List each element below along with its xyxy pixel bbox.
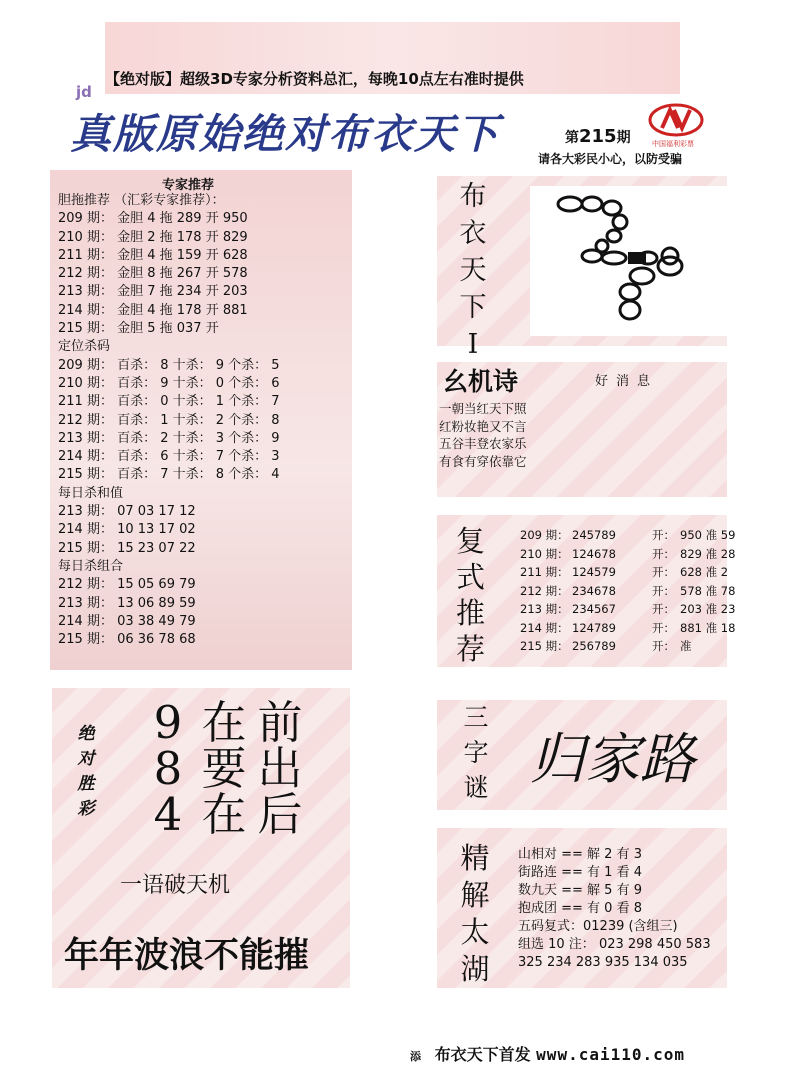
win-label: [71, 722, 101, 822]
taihu-line: 抱成团 == 有 0 看 8: [518, 901, 642, 916]
taihu-lines: [518, 846, 711, 972]
win-grid-row: [140, 696, 308, 749]
expert-row: 214 期： 金胆 4 拖 178 开 881: [58, 302, 248, 318]
fushi-nums: 124579: [572, 565, 616, 579]
fushi-nums: 234678: [572, 583, 616, 598]
poem-line: 有食有穿依靠它: [439, 453, 527, 469]
expert-row: 215 期： 06 36 78 68: [58, 632, 196, 648]
taihu-line: 325 234 283 935 134 035: [518, 955, 688, 970]
ink-drawing-icon: [530, 186, 730, 336]
taihu-line: 数九天 == 解 5 有 9: [518, 883, 642, 898]
fushi-result: 881 准 18: [680, 620, 736, 635]
fushi-nums: 124789: [572, 620, 616, 635]
buyi-char: I: [467, 329, 479, 360]
logo-caption: 中国福利彩票: [652, 140, 694, 148]
expert-row: 每日杀组合: [58, 558, 124, 574]
riddle-title-char: 谜: [463, 773, 489, 802]
expert-row: 214 期： 百杀： 6 十杀： 7 个杀： 3: [58, 449, 280, 465]
win-cell: 8: [153, 742, 183, 795]
taihu-line: 山相对 == 解 2 有 3: [518, 847, 642, 862]
footer: [410, 1042, 685, 1065]
expert-row: 215 期： 15 23 07 22: [58, 540, 196, 556]
fushi-row: [520, 563, 735, 582]
fushi-result: 628 准 2: [680, 565, 729, 579]
fushi-issue: 212 期：: [520, 583, 569, 598]
poem-line: 红粉妆艳又不言: [439, 418, 527, 434]
win-cell: 在: [201, 788, 247, 841]
expert-row: 定位杀码: [58, 339, 111, 355]
poem-lines: [439, 400, 527, 470]
fushi-result: 203 准 23: [680, 602, 736, 616]
expert-row: 210 期： 金胆 2 拖 178 开 829: [58, 229, 248, 245]
fushi-open: 开：: [652, 620, 675, 635]
issue-prefix: 第: [565, 130, 579, 146]
poem-line: 五谷丰登农家乐: [439, 436, 527, 451]
expert-row: 胆拖推荐 （汇彩专家推荐）：: [58, 193, 225, 208]
expert-row: 212 期： 15 05 69 79: [58, 577, 196, 593]
win-label-char: 对: [77, 749, 95, 769]
fushi-result: 829 准 28: [680, 546, 736, 561]
fushi-row: [520, 600, 735, 619]
fushi-row: [520, 526, 735, 545]
expert-row: 209 期： 百杀： 8 十杀： 9 个杀： 5: [58, 357, 280, 373]
fushi-issue: 210 期：: [520, 546, 569, 561]
issue-value: 215: [579, 126, 617, 147]
win-cell: 出: [257, 742, 303, 795]
win-grid-row: [140, 742, 308, 795]
expert-row: 214 期： 03 38 49 79: [58, 613, 196, 629]
taihu-title: [456, 840, 494, 988]
expert-row: 213 期： 金胆 7 拖 234 开 203: [58, 284, 248, 300]
buyi-char: 下: [459, 292, 487, 323]
expert-row: 215 期： 金胆 5 拖 037 开: [58, 321, 219, 337]
riddle-answer: 归家路: [530, 727, 696, 791]
fushi-char: 式: [456, 560, 486, 594]
expert-row: 213 期： 13 06 89 59: [58, 595, 196, 611]
fushi-open: 开：: [652, 583, 675, 598]
fushi-nums: 245789: [572, 528, 616, 542]
taihu-line: 街路连 == 有 1 看 4: [518, 865, 642, 880]
warning-text: 请各大彩民小心，以防受骗: [538, 152, 683, 166]
fushi-row: [520, 582, 735, 601]
expert-row: 212 期： 百杀： 1 十杀： 2 个杀： 8: [58, 412, 280, 428]
expert-row: 215 期： 百杀： 7 十杀： 8 个杀： 4: [58, 467, 280, 483]
fushi-open: 开：: [652, 546, 675, 561]
lottery-logo-icon: [648, 102, 704, 138]
fushi-nums: 256789: [572, 639, 616, 653]
fushi-nums: 124678: [572, 546, 616, 561]
footer-link[interactable]: www.cai110.com: [536, 1045, 686, 1064]
expert-row: 211 期： 百杀： 0 十杀： 1 个杀： 7: [58, 394, 280, 410]
fushi-rows: [520, 526, 735, 656]
expert-row: 213 期： 百杀： 2 十杀： 3 个杀： 9: [58, 430, 280, 446]
page-title: 真版原始绝对布衣天下: [70, 110, 500, 158]
expert-row: 210 期： 百杀： 9 十杀： 0 个杀： 6: [58, 375, 280, 391]
jd-mark: jd: [76, 83, 92, 101]
poem-line: 一朝当红天下照: [439, 401, 527, 416]
taihu-title-char: 湖: [460, 952, 490, 986]
fushi-open: 开：: [652, 528, 675, 542]
footer-text: 布衣天下首发: [434, 1045, 531, 1064]
buyi-char: 衣: [459, 218, 487, 249]
poem-title: 幺机诗: [443, 367, 519, 396]
riddle-title: [458, 700, 494, 805]
taihu-line: 五码复式：01239 (含组三): [518, 919, 678, 934]
fushi-nums: 234567: [572, 602, 616, 616]
win-cell: 9: [153, 696, 183, 749]
fushi-issue: 211 期：: [520, 565, 569, 579]
taihu-line: 组选 10 注： 023 298 450 583: [518, 937, 711, 952]
fushi-open: 开：: [652, 565, 675, 579]
win-grid: [140, 696, 308, 841]
win-cell: 后: [257, 788, 303, 841]
expert-row: 211 期： 金胆 4 拖 159 开 628: [58, 247, 248, 263]
win-cell: 要: [201, 742, 247, 795]
expert-row: 214 期： 10 13 17 02: [58, 522, 196, 538]
expert-panel: [50, 170, 352, 670]
expert-row: 213 期： 07 03 17 12: [58, 504, 196, 520]
fushi-char: 荐: [456, 632, 486, 666]
win-cell: 前: [257, 696, 303, 749]
one-word-heading: 一语破天机: [120, 873, 231, 898]
expert-row: 212 期： 金胆 8 拖 267 开 578: [58, 266, 248, 282]
win-cell: 在: [201, 696, 247, 749]
taihu-title-char: 精: [460, 841, 490, 875]
fushi-issue: 213 期：: [520, 602, 569, 616]
fushi-char: 复: [456, 524, 486, 558]
expert-heading: 专家推荐: [162, 178, 215, 193]
buyi-title: [456, 178, 490, 363]
fushi-result: 准: [680, 639, 692, 653]
fushi-issue: 214 期：: [520, 620, 569, 635]
slogan: 年年波浪不能摧: [64, 935, 310, 976]
fushi-char: 推: [456, 596, 486, 630]
issue-suffix: 期: [616, 130, 631, 146]
fushi-row: [520, 545, 735, 564]
expert-rows: [58, 192, 280, 649]
taihu-title-char: 解: [460, 878, 490, 912]
riddle-title-char: 字: [463, 738, 489, 767]
issue-number: [565, 126, 631, 147]
fushi-row: [520, 619, 735, 638]
header-subtitle: 【绝对版】超级3D专家分析资料总汇，每晚10点左右准时提供: [105, 70, 524, 88]
fushi-issue: 209 期：: [520, 528, 569, 542]
fushi-open: 开：: [652, 602, 675, 616]
win-label-char: 胜: [77, 774, 95, 794]
fushi-row: [520, 637, 735, 656]
win-grid-row: [140, 788, 308, 841]
win-label-char: 彩: [77, 799, 95, 819]
good-news-label: 好消息: [595, 374, 659, 389]
fushi-result: 578 准 78: [680, 583, 736, 598]
expert-row: 209 期： 金胆 4 拖 289 开 950: [58, 211, 248, 227]
fushi-open: 开：: [652, 639, 675, 653]
expert-row: 每日杀和值: [58, 485, 124, 501]
win-cell: 4: [153, 788, 183, 841]
buyi-char: 天: [459, 255, 487, 286]
fushi-title: [456, 523, 485, 667]
win-label-char: 绝: [77, 724, 95, 744]
fushi-result: 950 准 59: [680, 528, 736, 542]
add-label: 添: [410, 1050, 421, 1063]
taihu-title-char: 太: [460, 915, 490, 949]
riddle-title-char: 三: [463, 703, 489, 732]
buyi-char: 布: [459, 181, 487, 212]
fushi-issue: 215 期：: [520, 639, 569, 653]
